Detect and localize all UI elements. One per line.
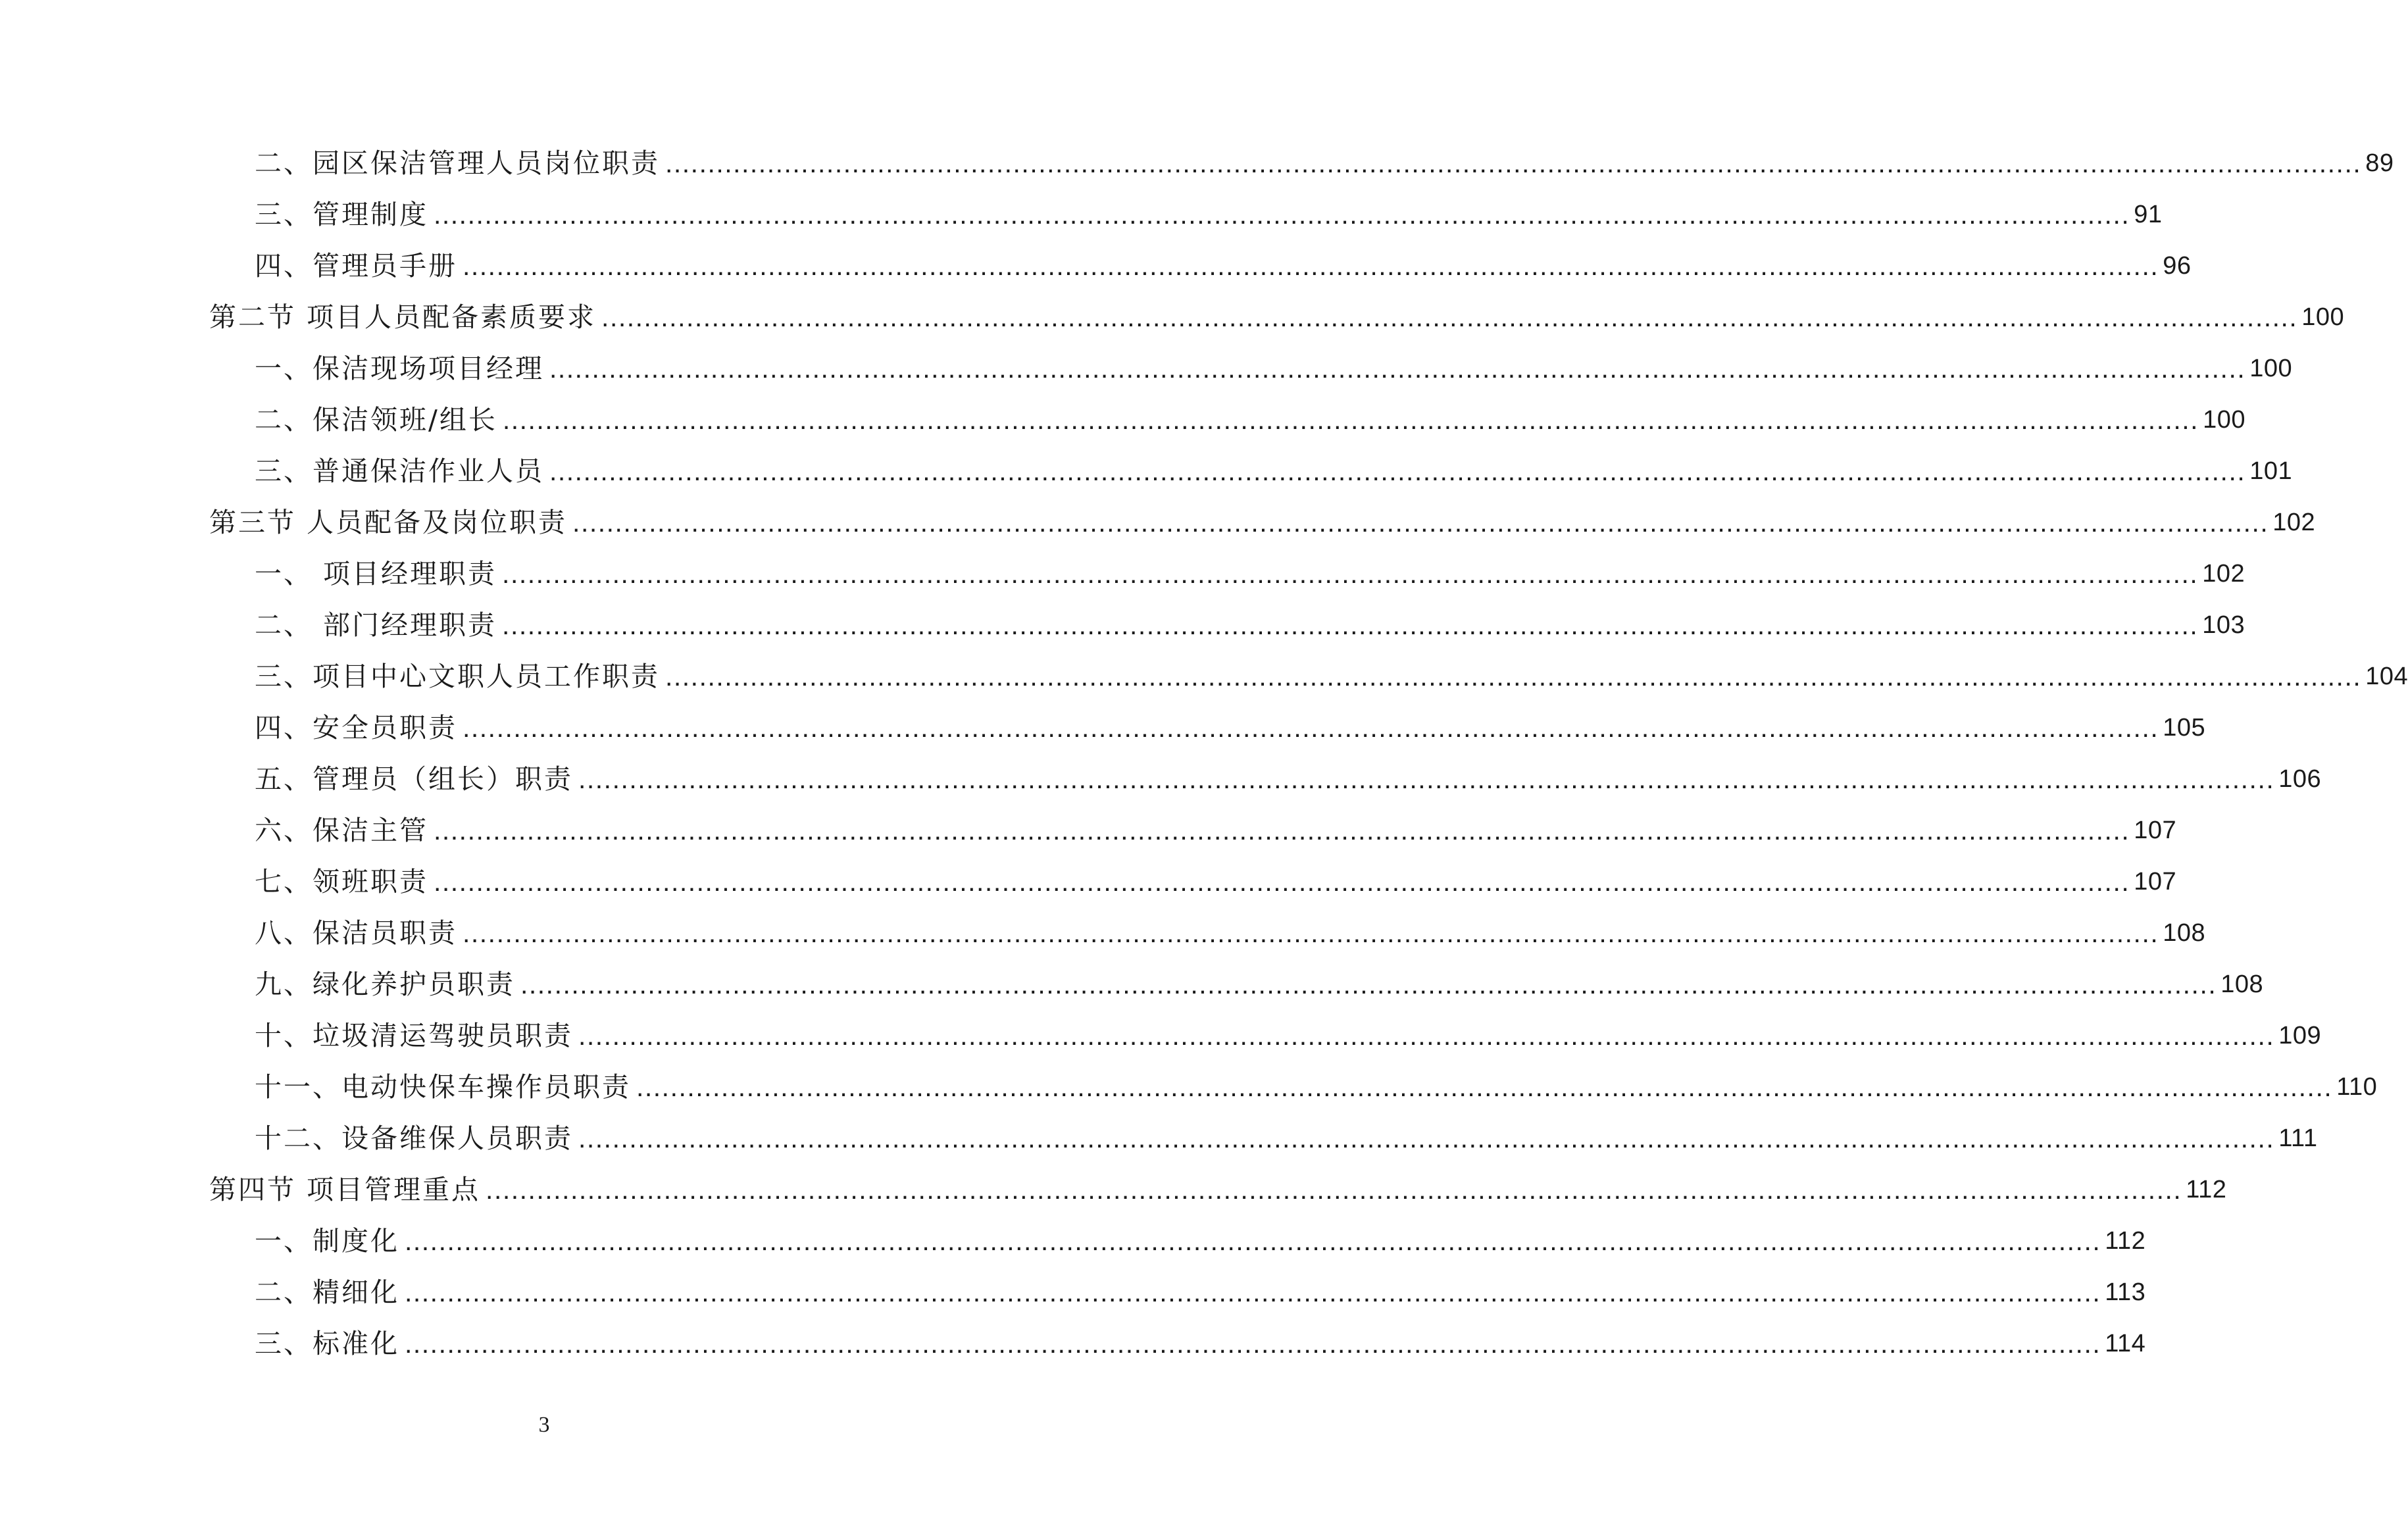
toc-entry[interactable] bbox=[0, 959, 2264, 1010]
toc-entry-page: 113 bbox=[2105, 1278, 2146, 1306]
toc-entry[interactable] bbox=[0, 240, 2192, 291]
toc-entry-page: 102 bbox=[2272, 509, 2316, 536]
toc-entry[interactable] bbox=[0, 651, 2408, 702]
toc-entry-label: 三、普通保洁作业人员 bbox=[255, 455, 544, 487]
toc-entry[interactable] bbox=[0, 138, 2394, 189]
toc-entry-page: 89 bbox=[2365, 149, 2394, 177]
toc-entry-label: 第二节 项目人员配备素质要求 bbox=[209, 301, 597, 333]
toc-entry-label: 一、制度化 bbox=[255, 1225, 399, 1257]
toc-dot-leader: ........................................................................................................................................................................................................ bbox=[520, 969, 2217, 999]
toc-entry-page: 106 bbox=[2278, 765, 2322, 793]
toc-dot-leader: ........................................................................................................................................................................................................ bbox=[549, 456, 2246, 486]
toc-entry[interactable] bbox=[0, 599, 2245, 651]
toc-entry-label: 十一、电动快保车操作员职责 bbox=[255, 1071, 631, 1103]
table-of-contents bbox=[0, 138, 2408, 1369]
toc-entry[interactable] bbox=[0, 907, 2206, 959]
toc-entry[interactable] bbox=[0, 394, 2245, 445]
toc-entry[interactable] bbox=[0, 343, 2293, 394]
toc-entry-label: 二、园区保洁管理人员岗位职责 bbox=[255, 147, 660, 179]
toc-entry-page: 91 bbox=[2134, 201, 2163, 228]
toc-dot-leader: ........................................................................................................................................................................................................ bbox=[665, 148, 2362, 178]
toc-entry-page: 112 bbox=[2105, 1227, 2146, 1255]
toc-dot-leader: ........................................................................................................................................................................................................ bbox=[578, 1123, 2275, 1153]
toc-dot-leader: ........................................................................................................................................................................................................ bbox=[502, 610, 2199, 640]
toc-entry-page: 105 bbox=[2163, 714, 2206, 742]
toc-dot-leader: ........................................................................................................................................................................................................ bbox=[549, 353, 2246, 384]
toc-dot-leader: ........................................................................................................................................................................................................ bbox=[578, 764, 2275, 794]
toc-dot-leader: ........................................................................................................................................................................................................ bbox=[463, 713, 2159, 743]
toc-entry-label: 三、标准化 bbox=[255, 1328, 399, 1359]
toc-dot-leader: ........................................................................................................................................................................................................ bbox=[601, 302, 2298, 332]
toc-dot-leader: ........................................................................................................................................................................................................ bbox=[665, 661, 2362, 692]
toc-entry-label: 三、项目中心文职人员工作职责 bbox=[255, 661, 660, 692]
toc-dot-leader: ........................................................................................................................................................................................................ bbox=[502, 559, 2199, 589]
toc-entry-label: 十二、设备维保人员职责 bbox=[255, 1123, 573, 1154]
toc-entry-label: 第三节 人员配备及岗位职责 bbox=[209, 507, 568, 538]
toc-entry-page: 109 bbox=[2278, 1022, 2322, 1049]
toc-entry[interactable] bbox=[0, 702, 2206, 753]
toc-entry[interactable] bbox=[0, 805, 2177, 856]
toc-entry-page: 96 bbox=[2163, 252, 2192, 280]
toc-section-entry[interactable] bbox=[0, 291, 2345, 343]
toc-dot-leader: ........................................................................................................................................................................................................ bbox=[502, 405, 2199, 435]
toc-entry-label: 二、精细化 bbox=[255, 1276, 399, 1308]
toc-entry-label: 五、管理员（组长）职责 bbox=[255, 763, 573, 795]
toc-entry[interactable] bbox=[0, 1267, 2146, 1318]
toc-entry[interactable] bbox=[0, 1318, 2146, 1369]
toc-entry-label: 第四节 项目管理重点 bbox=[209, 1174, 481, 1205]
toc-entry-page: 114 bbox=[2105, 1330, 2146, 1357]
toc-dot-leader: ........................................................................................................................................................................................................ bbox=[405, 1277, 2101, 1307]
toc-section-entry[interactable] bbox=[0, 1164, 2227, 1215]
toc-entry[interactable] bbox=[0, 753, 2322, 805]
toc-entry-page: 100 bbox=[2203, 406, 2245, 434]
toc-entry-page: 107 bbox=[2134, 817, 2177, 844]
toc-entry[interactable] bbox=[0, 189, 2163, 240]
toc-dot-leader: ........................................................................................................................................................................................................ bbox=[463, 251, 2159, 281]
toc-entry-label: 三、管理制度 bbox=[255, 199, 428, 230]
toc-entry-label: 二、 部门经理职责 bbox=[255, 609, 497, 641]
toc-dot-leader: ........................................................................................................................................................................................................ bbox=[578, 1021, 2275, 1051]
toc-entry-page: 112 bbox=[2186, 1176, 2227, 1203]
toc-entry-page: 102 bbox=[2202, 560, 2245, 588]
toc-entry-label: 八、保洁员职责 bbox=[255, 917, 457, 949]
toc-entry-page: 108 bbox=[2220, 971, 2264, 998]
toc-dot-leader: ........................................................................................................................................................................................................ bbox=[434, 867, 2130, 897]
toc-entry-page: 110 bbox=[2336, 1073, 2378, 1101]
toc-dot-leader: ........................................................................................................................................................................................................ bbox=[434, 199, 2130, 230]
toc-entry-page: 103 bbox=[2202, 611, 2245, 639]
toc-dot-leader: ........................................................................................................................................................................................................ bbox=[486, 1174, 2182, 1205]
toc-entry-page: 104 bbox=[2365, 663, 2408, 690]
toc-entry-label: 十、垃圾清运驾驶员职责 bbox=[255, 1020, 573, 1051]
toc-entry[interactable] bbox=[0, 1010, 2322, 1061]
toc-entry-label: 九、绿化养护员职责 bbox=[255, 969, 515, 1000]
toc-entry-page: 101 bbox=[2249, 457, 2293, 485]
page-number: 3 bbox=[538, 1413, 550, 1437]
toc-dot-leader: ........................................................................................................................................................................................................ bbox=[405, 1328, 2101, 1359]
toc-entry-page: 107 bbox=[2134, 868, 2177, 896]
toc-entry-page: 108 bbox=[2163, 919, 2206, 947]
toc-dot-leader: ........................................................................................................................................................................................................ bbox=[463, 918, 2159, 948]
toc-entry[interactable] bbox=[0, 1215, 2146, 1267]
toc-entry-label: 四、管理员手册 bbox=[255, 250, 457, 282]
toc-entry-page: 111 bbox=[2278, 1124, 2318, 1152]
toc-entry[interactable] bbox=[0, 856, 2177, 907]
toc-entry[interactable] bbox=[0, 1061, 2378, 1113]
toc-entry-label: 七、领班职责 bbox=[255, 866, 428, 897]
toc-entry-label: 一、 项目经理职责 bbox=[255, 558, 497, 590]
toc-dot-leader: ........................................................................................................................................................................................................ bbox=[572, 507, 2269, 538]
toc-entry-label: 四、安全员职责 bbox=[255, 712, 457, 744]
toc-entry-label: 二、保洁领班/组长 bbox=[255, 404, 497, 436]
toc-entry-label: 一、保洁现场项目经理 bbox=[255, 353, 544, 384]
toc-dot-leader: ........................................................................................................................................................................................................ bbox=[405, 1226, 2101, 1256]
toc-entry-page: 100 bbox=[2249, 355, 2293, 382]
toc-entry-page: 100 bbox=[2301, 303, 2345, 331]
toc-dot-leader: ........................................................................................................................................................................................................ bbox=[636, 1072, 2333, 1102]
toc-dot-leader: ........................................................................................................................................................................................................ bbox=[434, 815, 2130, 845]
toc-entry[interactable] bbox=[0, 1113, 2318, 1164]
toc-entry-label: 六、保洁主管 bbox=[255, 815, 428, 846]
toc-entry[interactable] bbox=[0, 548, 2245, 599]
toc-section-entry[interactable] bbox=[0, 497, 2316, 548]
toc-entry[interactable] bbox=[0, 445, 2293, 497]
